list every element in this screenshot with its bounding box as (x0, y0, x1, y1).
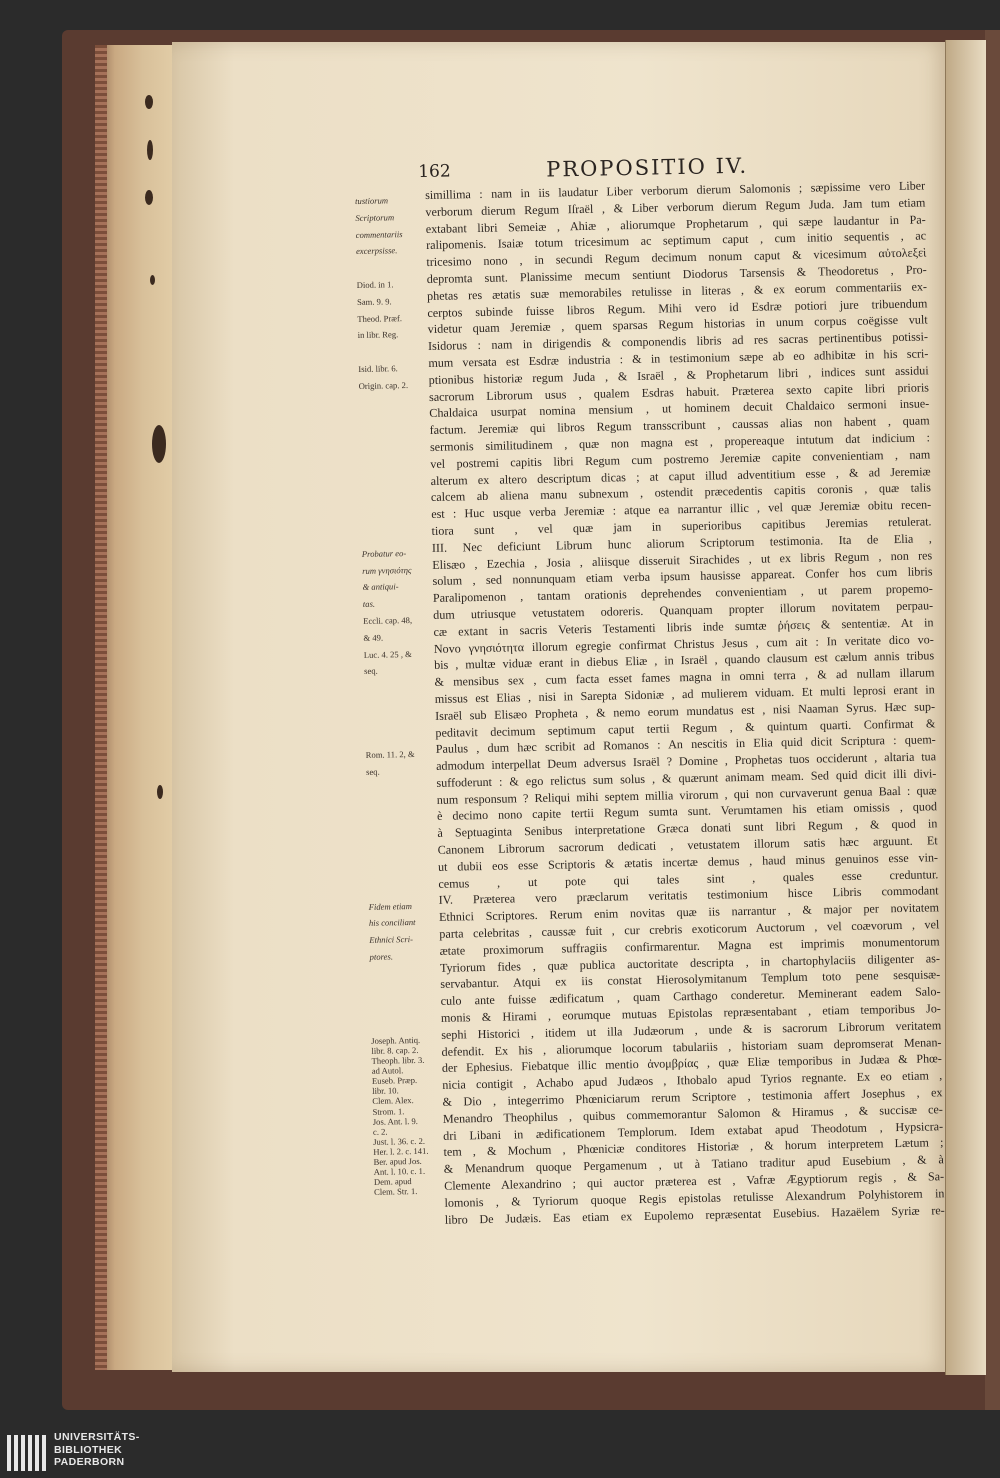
margin-note: commentariis (355, 228, 403, 240)
margin-note: tustiorum (355, 195, 389, 206)
margin-note: Clem. Alex. (372, 1095, 414, 1107)
margin-note: Strom. 1. (372, 1105, 405, 1117)
margin-note: Diod. in 1. (356, 279, 394, 290)
text-line: tiora sunt , vel quæ jam in superioribus capitibus Jeremias retulerat. (431, 514, 932, 538)
text-line: cemus , ut pote qui tales sint , quales esse creduntur. (438, 866, 939, 891)
text-line: Clemente Alexandrino ; qui auctor præterea est , Vafræ Ægyptiorum regis , & Sa- (444, 1169, 945, 1193)
margin-note: Joseph. Antiq. (371, 1034, 421, 1046)
text-line: bis , multæ viduæ erant in diebus Eliæ , in Israël , quando clausum est cælum annis tribus (434, 648, 935, 673)
text-line: & mensibus sex , cum facta esset fames magna in omni terra , & ad nullam illarum (434, 665, 935, 690)
page-number: 162 (418, 161, 451, 182)
text-line: tem , & Mochum , Phœniciæ conditores Historiæ , & horum interpretem Lætum ; (443, 1135, 944, 1160)
library-name (54, 1431, 140, 1469)
margin-note: Luc. 4. 25 , & (363, 648, 412, 660)
page-edges (95, 45, 175, 1370)
text-line: verborum dierum Regum Iſraël , & Liber verborum dierum Regum Juda. Jam tum etiam (425, 195, 926, 219)
text-line: Paulus , dum hæc scribit ad Romanos : An nescitis in Elia quid dicit Scriptura : quem- (435, 732, 936, 757)
text-line: nicia contigit , Achabo apud Judæos , Ithobalo apud Tyrios regnante. Ex eo etiam , (442, 1068, 943, 1093)
ink-spot (150, 275, 155, 285)
text-line: dri Libani in ædificationem Templorum. Idem extabat apud Theodotum , Hypsicra- (443, 1118, 944, 1143)
text-line: servabantur. Atqui ex iis constat Hierosolymitanum Templum toto pene sesquisæ- (440, 967, 941, 992)
ink-spot (152, 425, 166, 463)
text-line: Isidorus : nam in dirigendis & componendis libris ad res sacras pertinentibus potissi- (427, 329, 929, 354)
library-name-line: UNIVERSITÄTS- (54, 1431, 140, 1443)
margin-note: Fidem etiam (368, 900, 412, 912)
margin-note: excerpsisse. (355, 245, 398, 257)
text-line: sacrorum Librorum usus , qualem Esdras habuit. Præterea sexto capite libri prioris (428, 379, 930, 404)
ink-spot (157, 785, 163, 799)
margin-note: Ant. l. 10. c. 1. (373, 1165, 426, 1177)
margin-note: libr. 10. (372, 1085, 399, 1097)
margin-note: Ethnici Scri- (369, 934, 414, 946)
text-line: admodum interpellat Deum adversus Israël ? Domine , Prophetas tuos occiderunt , altaria tua (435, 749, 937, 773)
text-line: mum versata est Esdræ industria : & in testimonium sæpe ab eo adhibitæ in his scri- (428, 346, 929, 370)
text-line: ralipomenis. Isaiæ totum tricesimum ac septimum caput , cum initio sequentis , ac (425, 228, 927, 253)
margin-note: Sam. 9. 9. (356, 296, 392, 307)
text-line: missus est Elias , nisi in Sarepta Sidoniæ , ad mulierem viduam. Et multi leprosi erant in (434, 682, 935, 706)
text-line: è decimo nono capite tertii Regum sumta sunt. Verumtamen his etiam omissis , quod (436, 799, 938, 824)
text-line: Elisæo , Ezechia , Josia , aliisque disseruit Sirachides , ut ex libris Regum , non res (432, 547, 933, 572)
margin-note: libr. 8. cap. 2. (371, 1045, 419, 1056)
text-line: tricesimo nono , in secundi Regum decimum nonum caput & vicesimum αὐτολεξεὶ (426, 245, 927, 270)
book-spine (985, 30, 1000, 1410)
text-line: solum , sed nonnunquam etiam verba ipsum hausisse appareat. Confer hos cum libris (432, 564, 933, 589)
facing-page-edge (945, 40, 986, 1375)
text-line: cerptos subinde fuisse libros Regum. Mihi vero id Esdræ potiori jure tribuendum (427, 295, 928, 320)
ink-spot (147, 140, 153, 160)
text-line: num responsum ? Reliqui mihi septem millia virorum , qui non curvaverunt genua Baal : quæ (436, 782, 937, 807)
margin-note: seq. (365, 766, 380, 778)
margin-note: tas. (362, 598, 376, 610)
text-line: depromta sunt. Planissime mecum sentiunt Diodorus Tarsensis & Theodoretus , Pro- (426, 262, 927, 286)
ink-spot (145, 95, 153, 109)
text-line: dum utriusque vetustatem odoreris. Quanquam propter illorum novitatem perpau- (433, 598, 934, 622)
margin-note: c. 2. (372, 1126, 388, 1137)
text-line: Israël sub Elisæo Propheta , & nemo eorum mundatus est , nisi Naaman Syrus. Hæc sup- (435, 699, 936, 723)
margin-note: Clem. Str. 1. (374, 1186, 418, 1198)
text-line: calcem ab aliena manu subnexum , ostendit præcedentis capitis coronis , quæ talis (430, 480, 932, 505)
margin-note: rum γνησιότης (362, 564, 412, 576)
margin-note: & 49. (363, 632, 384, 643)
margin-note: his conciliant (368, 917, 416, 929)
margin-note: Theod. Præf. (357, 312, 403, 324)
text-line: phetas res ætatis suæ memorabiles retulisse in literas , & ex eorum commentariis ex- (426, 279, 928, 303)
library-name-line: PADERBORN (54, 1456, 125, 1469)
margin-note: Probatur eo- (361, 547, 407, 559)
margin-note: ptores. (369, 951, 394, 962)
text-line: defendit. Ex his , aliorumque locorum tabulariis , historiam suam depromserat Menan- (441, 1034, 942, 1059)
text-line: Paralipomenon , tantam orationis deprehendes convenientiam , ut parem propemo- (432, 581, 933, 606)
library-logo (0, 1428, 150, 1478)
margin-note: Just. l. 36. c. 2. (373, 1135, 426, 1147)
text-line: extabant libri Semeiæ , Ahiæ , aliorumque Prophetarum , qui sæpe laudantur in Pa- (425, 211, 926, 236)
text-line: vel postremi capitis libri Regum cum postremo Jeremiæ capite convenientiam , nam (430, 447, 931, 471)
text-line: Menandro Theophilus , quibus commemorantur Salomon & Hiramus , & succisæ ce- (442, 1102, 943, 1126)
text-line: sephi Historici , itidem ut illa Judæorum , unde & is sacrorum Librorum veritatem (441, 1018, 942, 1042)
text-line: Novo γνησιότητα illorum egregie confirmat Christus Jesus , cum ait : In veritate dico vo- (433, 631, 934, 656)
text-line: factum. Jeremiæ qui libros Regum transscribunt , caussas alias non habent , quam (429, 413, 930, 438)
text-line: Canonem Librorum sacrorum dedicati , vetustatem illorum satis hæc arguunt. Et (437, 833, 938, 857)
text-line: libro De Judæis. Eas etiam ex Eupolemo repræsentat Eusebius. Hazaëlem Syriæ re- (444, 1202, 945, 1227)
text-line: Chaldaica usurpat nomina mensium , ut hominem decuit Chaldaico sermoni insue- (429, 396, 930, 421)
text-line: ætate proximorum suffragiis confirmarentur. Magna est imprimis monumentorum (439, 934, 940, 958)
text-line: sermonis similitudinem , quæ non magna est , propereaque intutum dat indicium : (429, 430, 931, 454)
margin-note: in libr. Reg. (357, 329, 399, 341)
ink-spot (145, 190, 153, 205)
text-line: à Septuaginta Senibus interpretatione Græca donati sunt libri Regum , & quod in (437, 816, 938, 841)
margin-note: ad Autol. (371, 1065, 404, 1077)
text-line: culo ante fuisse ædificatum , quam Carthago conderetur. Meminerant eadem Salo- (440, 984, 941, 1009)
library-logo-icon (6, 1432, 48, 1474)
margin-note: Origin. cap. 2. (358, 379, 409, 391)
library-name-line: BIBLIOTHEK (54, 1443, 123, 1456)
text-line: monis & Hirami , eorumque mutuas Epistolas repræsentabant , etiam temporibus Jo- (440, 1001, 941, 1025)
text-line: simillima : nam in iis laudatur Liber verborum dierum Salomonis ; sæpissime vero Liber (425, 178, 926, 202)
margin-note: Scriptorum (355, 212, 395, 223)
margin-note: Theoph. libr. 3. (371, 1054, 425, 1066)
text-line: ut dubii eos esse Scriptoris & ætatis incertæ demus , haud minus genuinos esse vin- (437, 850, 939, 874)
margin-note: Eccli. cap. 48, (363, 614, 413, 626)
text-line: Ethnici Scriptores. Rerum enim novitas quæ iis narrantur , & major per novitatem (438, 900, 940, 925)
text-line: & Menandrum quoque Pergamenum , ut à Tatiano traditur apud Eusebium , & à (443, 1152, 944, 1177)
text-line: videtur quam Jeremiæ , quem sparsas Regum historias in unum corpus coëgisse vult (427, 312, 928, 337)
text-line: est : Huc usque verba Jeremiæ : atque ea narrantur illic , vel quæ Jeremiæ obitu recen- (431, 497, 932, 522)
text-line: lomonis , & Tyriorum quoque Regis epistolas retulisse Alexandrum Polyhistorem in (444, 1186, 945, 1210)
text-line: ptionibus historiæ regum Juda , & Israël , & Prophetarum libri , indices sunt assidui (428, 363, 929, 387)
text-line: III. Nec deficiunt Librum hunc aliorum Scriptorum testimonia. Ita de Elia , (431, 531, 932, 555)
text-line: Tyriorum fides , quæ publica auctoritate descripta , in chartophylaciis diligenter as- (439, 950, 941, 975)
margin-note: seq. (364, 666, 378, 677)
text-line: parta celebritas , caussæ fuit , cur crebris exoticorum Auctorum , vel coævorum , vel (439, 917, 940, 941)
margin-note: & antiqui- (362, 581, 399, 593)
cover-edge (95, 45, 107, 1370)
margin-note: Ber. apud Jos. (373, 1155, 422, 1167)
text-line: peditavit decimum septimum caput tertii Regum , & quintum quarti. Confirmat & (435, 715, 936, 740)
text-line: IV. Præterea vero præclarum veritatis testimonium hisce Libris commodant (438, 883, 939, 908)
margin-note: Jos. Ant. l. 9. (372, 1115, 418, 1127)
text-line: suffoderunt : & ego relictus sum solus , & quærunt animam meam. Sed quid dicit illi divi- (436, 766, 937, 790)
running-title: PROPOSITIO IV. (545, 153, 749, 182)
margin-note: Isid. libr. 6. (358, 363, 398, 374)
text-line: alterum ex altero descriptum dicas ; at caput illud adventitium esse , & ad Jeremiæ (430, 463, 931, 488)
text-line: & Dio , integerrimo Phœniciarum rerum Scriptore , testimonia affert Josephus , ex (442, 1085, 943, 1109)
body-text (425, 177, 945, 1228)
margin-note: Her. l. 2. c. 141. (373, 1145, 429, 1157)
text-line: cæ extant in sacris Veteris Testamenti libris inde sumtæ ῥήσεις & sententiæ. At in (433, 615, 934, 639)
margin-note: Euseb. Præp. (371, 1075, 418, 1087)
margin-note: Rom. 11. 2, & (365, 749, 415, 761)
margin-note: Dem. apud (373, 1176, 412, 1187)
text-line: der Ephesius. Fiebatque illic mentio ἀνομβρίας , quæ Eliæ temporibus in Judæa & Phœ- (441, 1051, 942, 1076)
